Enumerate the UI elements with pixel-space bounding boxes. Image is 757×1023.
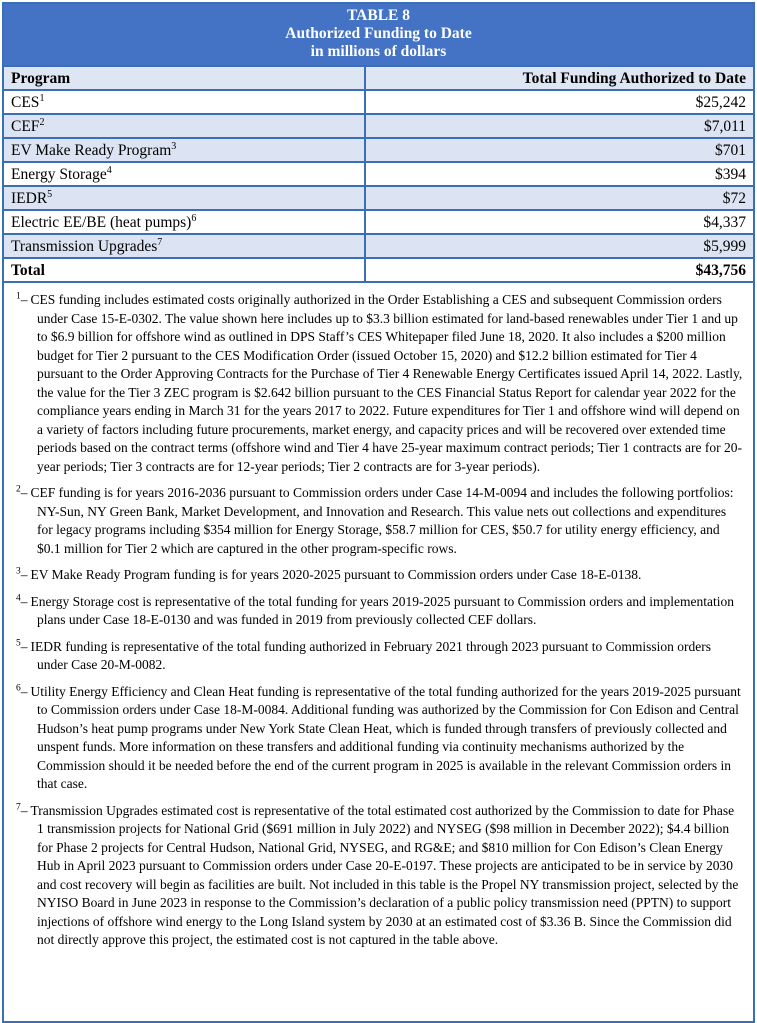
- program-label: Energy Storage: [11, 166, 107, 183]
- value-cell: $394: [715, 166, 746, 183]
- footnote-number: 6: [16, 683, 21, 693]
- footnote-text: CEF funding is for years 2016-2036 pursuant to Commission orders under Case 14-M-0094 and includes the following portfolios: NY-Sun, NY Green Bank, Market Development, and Innovation and Research. This value nets out collections and expenditures for legacy programs including $354 million for Energy Storage, $58.7 million for CES, $50.7 for utility energy efficiency, and $0.1 million for Tier 2 which are captured in the other program-specific rows.: [30, 485, 734, 556]
- footnote-dash: –: [20, 485, 28, 500]
- table-header-row: [4, 67, 753, 91]
- column-header-program: Program: [4, 67, 366, 89]
- table-row-ev-make-ready: [4, 139, 753, 163]
- table-row-cef: [4, 115, 753, 139]
- footnote-number: 5: [16, 638, 21, 648]
- program-cell: [4, 211, 366, 233]
- footnote-number: 2: [16, 484, 21, 495]
- footnote-number: 4: [16, 593, 21, 603]
- footnote-text: Energy Storage cost is representative of the total funding for years 2019-2025 pursuant to Commission orders and implementation plans under Case 18-E-0130 and was funded in 2019 from previously collected CEF dollars.: [30, 593, 734, 627]
- footnote-text: Transmission Upgrades estimated cost is representative of the total estimated cost authorized by the Commission to date for Phase 1 transmission projects for National Grid ($691 million in July 2022) and NYSEG ($98 million in December 2022); $4.4 billion for Phase 2 projects for Central Hudson, National Grid, NYSEG, and RG&E; and $810 million for Con Edison’s Clean Energy Hub in April 2023 pursuant to Commission orders under Case 20-E-0197. These projects are anticipated to be in service by 2030 and cost recovery will begin as facilities are built. Not included in this table is the Propel NY transmission project, selected by the NYISO Board in June 2023 in response to the Commission’s declaration of a public policy transmission need (PPTN) to support injections of offshore wind energy to the Long Island system by 2030 at an estimated cost of $3.36 B. Since the Commission did not directly approve this project, the estimated cost is not captured in the table above.: [30, 802, 739, 947]
- footnote-dash: –: [20, 292, 28, 307]
- value-cell: $5,999: [703, 238, 746, 255]
- document-frame: [2, 2, 755, 1023]
- footnote-4: [16, 593, 743, 630]
- value-cell: $4,337: [703, 214, 746, 231]
- table-title-band: [4, 4, 753, 67]
- value-cell: $72: [722, 190, 746, 207]
- program-cell: [4, 163, 366, 185]
- footnote-ref: 1: [39, 92, 45, 104]
- value-cell: $701: [715, 142, 746, 159]
- table-row-electric-ee-be: [4, 211, 753, 235]
- table-row-energy-storage: [4, 163, 753, 187]
- program-cell: [4, 91, 366, 113]
- table-row-transmission-upgrades: [4, 235, 753, 259]
- footnote-dash: –: [20, 567, 28, 582]
- footnote-ref: 6: [191, 212, 197, 224]
- footnote-2: [16, 484, 743, 558]
- footnote-ref: 4: [106, 164, 112, 176]
- footnote-text: CES funding includes estimated costs originally authorized in the Order Establishing a CES and subsequent Commission orders under Case 15-E-0302. The value shown here includes up to $3.3 billion estimated for land-based renewables under Tier 1 and up to $6.9 billion for offshore wind as outlined in DPS Staff’s CES Whitepaper filed June 18, 2020. It also includes a $200 million budget for Tier 2 pursuant to the CES Modification Order (issued October 15, 2020) and $12.2 billion estimated for Tier 4 pursuant to the Order Approving Contracts for the Purchase of Tier 4 Renewable Energy Certificates issued April 14, 2022. Lastly, the value for the Tier 3 ZEC program is $2.642 billion pursuant to the CES Financial Status Report for calendar year 2022 for the compliance years ending in March 31 for the years 2017 to 2022. Future expenditures for Tier 1 and offshore wind will depend on a variety of factors including future procurements, market energy, and capacity prices and will be recovered over extended time periods based on the contract terms (offshore wind and Tier 4 have 25-year maximum contract periods; Tier 1 contracts are for 20-year periods; Tier 3 contracts are for 12-year periods; Tier 2 contracts are for 3-year periods).: [30, 292, 743, 474]
- footnote-6: [16, 683, 743, 794]
- footnote-3: [16, 566, 743, 585]
- footnote-5: [16, 638, 743, 675]
- program-label: Transmission Upgrades: [11, 238, 158, 255]
- table-row-iedr: [4, 187, 753, 211]
- program-cell: [4, 139, 366, 161]
- footnote-text: EV Make Ready Program funding is for years 2020-2025 pursuant to Commission orders under Case 18-E-0138.: [30, 567, 642, 582]
- footnote-ref: 2: [39, 116, 45, 128]
- program-cell: [4, 115, 366, 137]
- program-label: CES: [11, 94, 40, 111]
- footnote-text: Utility Energy Efficiency and Clean Heat funding is representative of the total funding authorized for the years 2019-2025 pursuant to Commission orders under Case 18-M-0084. Additional funding was authorized by the Commission for Con Edison and Central Hudson’s heat pump programs under New York State Clean Heat, which is funded through transfers of previously collected and unspent funds. More information on these transfers and additional funding via continuity mechanisms authorized by the Commission should it be needed before the end of the current program in 2025 is available in the relevant Commission orders in that case.: [30, 683, 741, 791]
- footnote-ref: 3: [171, 140, 177, 152]
- footnote-number: 7: [16, 802, 21, 812]
- total-label-cell: Total: [4, 259, 366, 281]
- footnote-dash: –: [20, 683, 28, 699]
- footnote-dash: –: [20, 593, 28, 609]
- program-label: CEF: [11, 118, 40, 135]
- program-cell: [4, 187, 366, 209]
- table-subtitle: in millions of dollars: [310, 43, 447, 60]
- value-cell: $25,242: [695, 94, 746, 111]
- footnote-number: 3: [16, 566, 21, 577]
- program-label: Electric EE/BE (heat pumps): [11, 214, 192, 231]
- column-header-total-funding: Total Funding Authorized to Date: [522, 70, 746, 87]
- table-row-ces: [4, 91, 753, 115]
- footnote-1: [16, 291, 743, 476]
- footnotes-section: [4, 283, 753, 950]
- table-row-total: [4, 259, 753, 283]
- program-label: EV Make Ready Program: [11, 142, 172, 159]
- footnote-number: 1: [16, 291, 21, 302]
- table-number: TABLE 8: [346, 7, 411, 24]
- footnote-ref: 7: [157, 236, 163, 248]
- footnote-7: [16, 802, 743, 950]
- footnote-dash: –: [20, 638, 28, 654]
- program-cell: [4, 235, 366, 257]
- value-cell: $7,011: [703, 118, 746, 135]
- footnote-ref: 5: [47, 188, 53, 200]
- table-title: Authorized Funding to Date: [285, 25, 472, 42]
- program-label: IEDR: [11, 190, 48, 207]
- footnote-text: IEDR funding is representative of the total funding authorized in February 2021 through 2023 pursuant to Commission orders under Case 20-M-0082.: [30, 638, 712, 672]
- total-value-cell: $43,756: [695, 262, 746, 279]
- footnote-dash: –: [20, 802, 28, 818]
- funding-table: [4, 67, 753, 283]
